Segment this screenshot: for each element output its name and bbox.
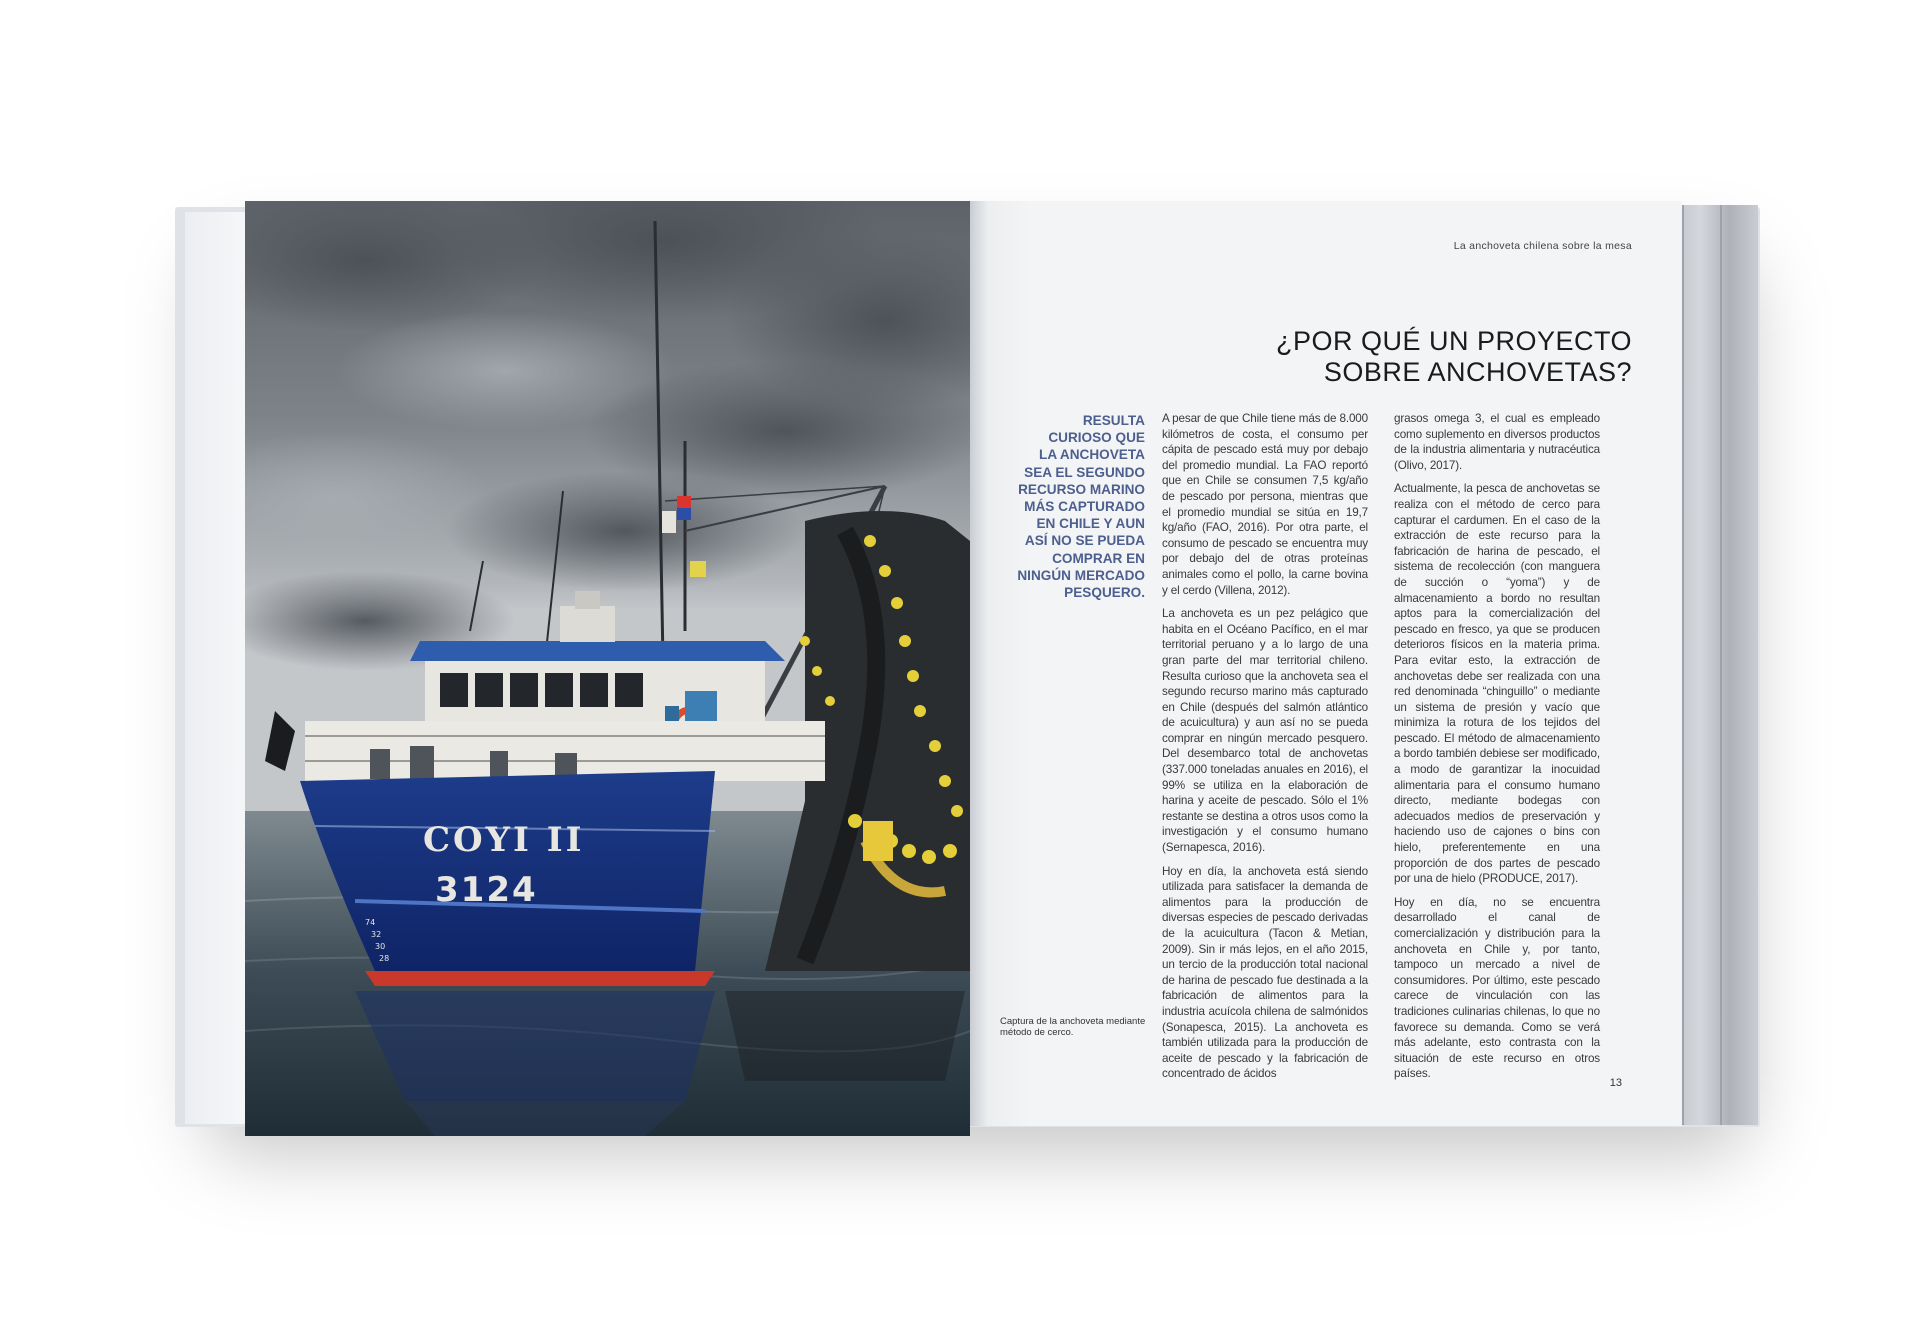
chapter-title-line: SOBRE ANCHOVETAS? <box>1323 357 1632 387</box>
pull-quote-line: NINGÚN MERCADO <box>1017 567 1145 583</box>
chapter-title <box>1276 326 1632 388</box>
body-paragraph: Hoy en día, la anchoveta está siendo utilizada para satisfacer la demanda de alimentos para la producción de diversas especies de pescado derivadas de la acuicultura (Tacon & Metian, 2009). Sin ir más lejos, en el año 2015, un tercio de la producción total nacional de harina de pescado fue destinada a la fabricación de alimentos para la industria acuícola chilena de salmónidos (Sonapesca, 2015). La anchoveta es también utilizada para la producción de aceite de pescado y la fabricación de concentrado de ácidos <box>1162 864 1368 1081</box>
body-paragraph: A pesar de que Chile tiene más de 8.000 kilómetros de costa, el consumo per cápita de pescado está muy por debajo del promedio mundial. La FAO reportó que en Chile se consumen 7,5 kg/año de pescado por persona, mientras que el promedio mundial se sitúa en 19,7 kg/año (FAO, 2016). Por otra parte, el consumo de pescado se encuentra muy por debajo del de otras proteínas animales como el pollo, la carne bovina y el cerdo (Villena, 2012). <box>1162 412 1368 597</box>
pull-quote-line: ASÍ NO SE PUEDA <box>1024 533 1145 549</box>
pull-quote <box>1015 412 1145 601</box>
pull-quote-line: COMPRAR EN <box>1052 550 1145 566</box>
pull-quote-line: CURIOSO QUE <box>1048 430 1145 446</box>
fishing-boat-photo <box>245 201 970 1136</box>
pull-quote-line: EN CHILE Y AUN <box>1036 516 1145 532</box>
pull-quote-line: SEA EL SEGUNDO <box>1024 464 1145 480</box>
hull-mark: 32 <box>371 930 382 939</box>
body-paragraph: Actualmente, la pesca de anchovetas se realiza con el método de cerco para capturar el cardumen. En el caso de la extracción de este recurso para la fabricación de harina de pescado, el sistema de recolección (con manguera de succión o “yoma”) y de almacenamiento a bordo no resultan aptos para la comercialización del pescado en fresco, ya que se producen deterioros físicos en la materia prima. Para evitar esto, la extracción de anchovetas debe ser realizada con una red denominada “chinguillo” o mediante un sistema de presión y vacío que minimiza la rotura de los tejidos del pescado. El método de almacenamiento a bordo también debiese ser modificado, a modo de garantizar la inocuidad alimentaria para el consumo humano directo, mediante bodegas con adecuados medios de preservación y haciendo uso de cajones o bins con hielo, preferentemente en una proporción de dos partes de pescado por una de hielo (PRODUCE, 2017). <box>1394 482 1600 886</box>
pull-quote-line: RECURSO MARINO <box>1018 481 1145 497</box>
running-head: La anchoveta chilena sobre la mesa <box>1453 240 1632 252</box>
pull-quote-line: PESQUERO. <box>1064 585 1145 601</box>
body-paragraph: La anchoveta es un pez pelágico que habita en el Océano Pacífico, en el mar territorial peruano y a lo largo de una gran parte del mar territorial chileno. Resulta curioso que la anchoveta sea el segundo recurso marino más capturado en Chile (después del salmón atlántico de acuicultura) y aun así no se pueda comprar en ningún mercado pesquero. Del desembarco total de anchovetas (337.000 toneladas anuales en 2016), el 99% se utiliza en la elaboración de harina y aceite de pescado. Sólo el 1% restante se destina a otros usos como la investigación y el consumo humano (Sernapesca, 2016). <box>1162 607 1368 855</box>
body-column-2 <box>1394 411 1600 1090</box>
pull-quote-line: LA ANCHOVETA <box>1039 447 1145 463</box>
body-paragraph: grasos omega 3, el cual es empleado como suplemento en diversos productos de la industria alimentaria y nutracéutica (Olivo, 2017). <box>1394 412 1600 472</box>
hull-mark: 28 <box>379 954 390 963</box>
hull-mark: 74 <box>365 918 376 927</box>
hull-mark: 30 <box>375 942 386 951</box>
body-paragraph: Hoy en día, no se encuentra desarrollado el canal de comercialización y distribución para la anchoveta en Chile y, por tanto, tampoco un mercado a nivel de consumidores. Por último, este pescado carece de vinculación con las tradiciones culinarias chilenas, lo que no favorece su demanda. Como se verá más adelante, esto contrasta con la situación de este recurso en otros países. <box>1394 895 1600 1081</box>
page-number: 13 <box>1609 1077 1622 1089</box>
body-column-1 <box>1162 411 1368 1090</box>
boat-name-text: COYI II <box>423 820 585 860</box>
right-page <box>970 201 1682 1126</box>
photo-caption: Captura de la anchoveta mediante método de cerco. <box>1000 1016 1146 1038</box>
pull-quote-line: MÁS CAPTURADO <box>1024 499 1145 515</box>
boat-number-text: 3124 <box>435 870 538 910</box>
chapter-title-line: ¿POR QUÉ UN PROYECTO <box>1275 326 1632 356</box>
pull-quote-line: RESULTA <box>1082 413 1145 428</box>
